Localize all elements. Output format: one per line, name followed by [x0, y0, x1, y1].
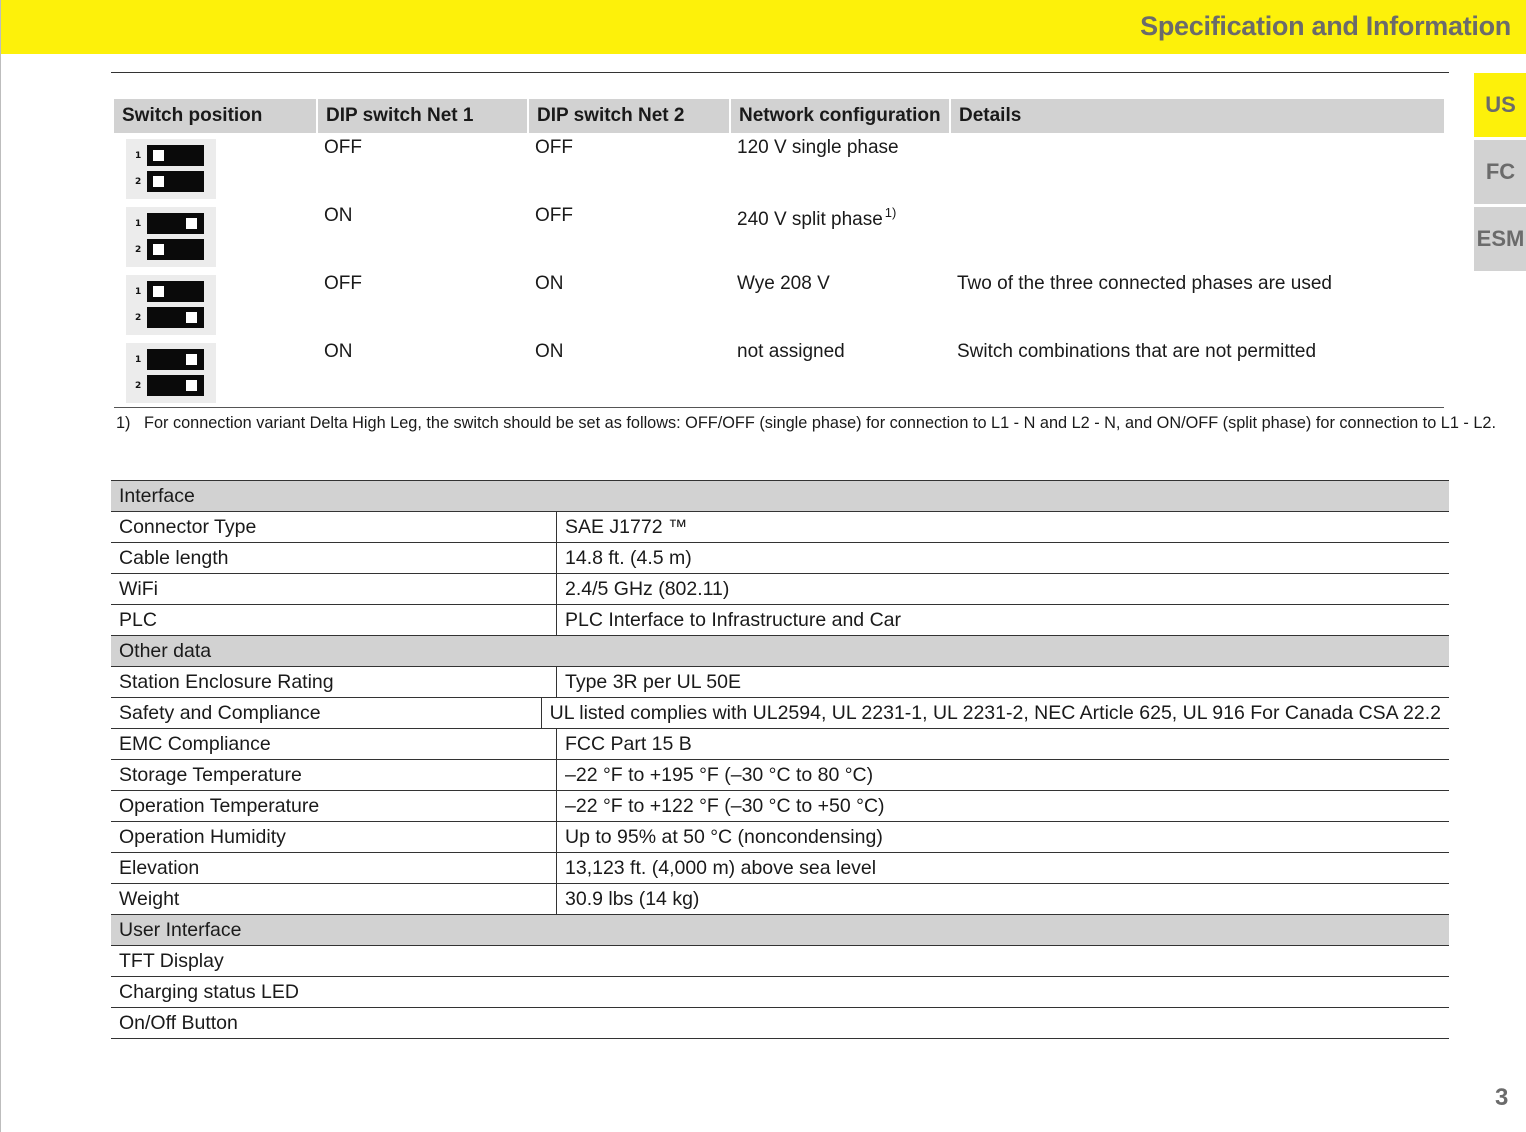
spec-label: EMC Compliance	[119, 733, 271, 755]
dip-switch-icon	[126, 139, 216, 199]
spec-value: 30.9 lbs (14 kg)	[556, 884, 1449, 914]
page-number: 3	[1495, 1084, 1509, 1111]
table-row	[111, 760, 1449, 791]
spec-label: Station Enclosure Rating	[119, 671, 334, 693]
net2-value: ON	[535, 341, 564, 362]
table-row	[111, 667, 1449, 698]
section-title: Other data	[119, 640, 212, 662]
table-row	[111, 574, 1449, 605]
table-row	[111, 884, 1449, 915]
table-row	[111, 698, 1449, 729]
switch-2-bar	[147, 307, 204, 328]
table-row	[111, 1008, 1449, 1039]
spec-item: TFT Display	[119, 950, 224, 972]
dip-switch-table	[114, 99, 1444, 405]
section-header-interface	[111, 481, 1449, 512]
spec-value: FCC Part 15 B	[556, 729, 1449, 759]
switch-number-label: 2	[135, 381, 142, 391]
switch-knob	[153, 286, 164, 297]
table-row	[114, 269, 1444, 337]
spec-label: Operation Humidity	[119, 826, 286, 848]
spec-label: Connector Type	[119, 516, 257, 538]
spec-value: SAE J1772 ™	[556, 512, 1449, 542]
header-dip-net1: DIP switch Net 1	[316, 99, 527, 133]
table-row	[111, 729, 1449, 760]
spec-label: Weight	[119, 888, 180, 910]
spec-value: 2.4/5 GHz (802.11)	[556, 574, 1449, 604]
dip-switch-icon	[126, 343, 216, 403]
spec-value: –22 °F to +195 °F (–30 °C to 80 °C)	[556, 760, 1449, 790]
table-row	[114, 201, 1444, 269]
switch-1-bar	[147, 349, 204, 370]
spec-label: Safety and Compliance	[119, 702, 321, 724]
footnote-reference: 1)	[884, 205, 897, 220]
header-bar	[1, 0, 1526, 54]
spec-label: Storage Temperature	[119, 764, 302, 786]
switch-number-label: 2	[135, 177, 142, 187]
header-switch-position: Switch position	[114, 99, 316, 133]
switch-number-label: 1	[135, 151, 142, 161]
net2-value: OFF	[535, 137, 573, 158]
net1-value: ON	[324, 341, 353, 362]
footnote	[116, 414, 1496, 433]
net1-value: OFF	[324, 137, 362, 158]
network-config-value: 120 V single phase	[737, 137, 899, 158]
dip-table-divider	[114, 407, 1444, 408]
spec-label: PLC	[119, 609, 157, 631]
section-title: User Interface	[119, 919, 242, 941]
switch-number-label: 1	[135, 355, 142, 365]
network-config-value: not assigned	[737, 341, 845, 362]
switch-1-bar	[147, 145, 204, 166]
network-config-value: Wye 208 V	[737, 273, 830, 294]
specification-table	[111, 480, 1449, 1039]
spec-value: 14.8 ft. (4.5 m)	[556, 543, 1449, 573]
table-row	[111, 946, 1449, 977]
details-value: Switch combinations that are not permitted	[957, 341, 1317, 362]
spec-value: PLC Interface to Infrastructure and Car	[556, 605, 1449, 635]
spec-value: Type 3R per UL 50E	[556, 667, 1449, 697]
header-network-configuration: Network configuration	[729, 99, 949, 133]
tab-us[interactable]: US	[1474, 73, 1526, 137]
table-row	[114, 133, 1444, 201]
switch-number-label: 2	[135, 313, 142, 323]
section-header-user-interface	[111, 915, 1449, 946]
spec-item: On/Off Button	[119, 1012, 238, 1034]
table-row	[111, 977, 1449, 1008]
switch-knob	[186, 218, 197, 229]
spec-value: 13,123 ft. (4,000 m) above sea level	[556, 853, 1449, 883]
details-value	[949, 201, 1444, 269]
section-header-other-data	[111, 636, 1449, 667]
top-divider	[111, 72, 1449, 73]
dip-switch-icon	[126, 275, 216, 335]
dip-switch-icon	[126, 207, 216, 267]
switch-knob	[153, 150, 164, 161]
net2-value: ON	[535, 273, 564, 294]
switch-2-bar	[147, 239, 204, 260]
table-row	[111, 791, 1449, 822]
spec-label: Operation Temperature	[119, 795, 320, 817]
details-value: Two of the three connected phases are used	[957, 273, 1332, 294]
net2-value: OFF	[535, 205, 573, 226]
switch-knob	[153, 244, 164, 255]
switch-knob	[186, 312, 197, 323]
switch-2-bar	[147, 171, 204, 192]
header-details: Details	[949, 99, 1444, 133]
switch-knob	[153, 176, 164, 187]
details-value	[949, 133, 1444, 201]
switch-number-label: 2	[135, 245, 142, 255]
switch-number-label: 1	[135, 219, 142, 229]
switch-1-bar	[147, 213, 204, 234]
spec-item: Charging status LED	[119, 981, 299, 1003]
footnote-mark: 1)	[116, 414, 131, 432]
page-title: Specification and Information	[1140, 11, 1511, 41]
tab-fc[interactable]: FC	[1474, 140, 1526, 204]
dip-table-header	[114, 99, 1444, 133]
net1-value: OFF	[324, 273, 362, 294]
switch-knob	[186, 354, 197, 365]
switch-number-label: 1	[135, 287, 142, 297]
table-row	[111, 822, 1449, 853]
footnote-text: For connection variant Delta High Leg, the switch should be set as follows: OFF/OFF (single phase) for connection to L1 - N and L2 - N, and ON/OFF (split phase) for connection to L1 - L2.	[144, 414, 1496, 432]
table-row	[111, 853, 1449, 884]
spec-label: WiFi	[119, 578, 158, 600]
table-row	[111, 512, 1449, 543]
spec-value: Up to 95% at 50 °C (noncondensing)	[556, 822, 1449, 852]
spec-label: Elevation	[119, 857, 200, 879]
header-dip-net2: DIP switch Net 2	[527, 99, 729, 133]
tab-esm[interactable]: ESM	[1474, 207, 1526, 271]
switch-2-bar	[147, 375, 204, 396]
switch-1-bar	[147, 281, 204, 302]
table-row	[114, 337, 1444, 405]
spec-label: Cable length	[119, 547, 229, 569]
network-config-value: 240 V split phase	[737, 209, 883, 230]
switch-knob	[186, 380, 197, 391]
spec-value: –22 °F to +122 °F (–30 °C to +50 °C)	[556, 791, 1449, 821]
net1-value: ON	[324, 205, 353, 226]
section-title: Interface	[119, 485, 195, 507]
spec-value: UL listed complies with UL2594, UL 2231-1, UL 2231-2, NEC Article 625, UL 916 For Canada CSA 22.2	[541, 698, 1449, 728]
table-row	[111, 605, 1449, 636]
table-row	[111, 543, 1449, 574]
